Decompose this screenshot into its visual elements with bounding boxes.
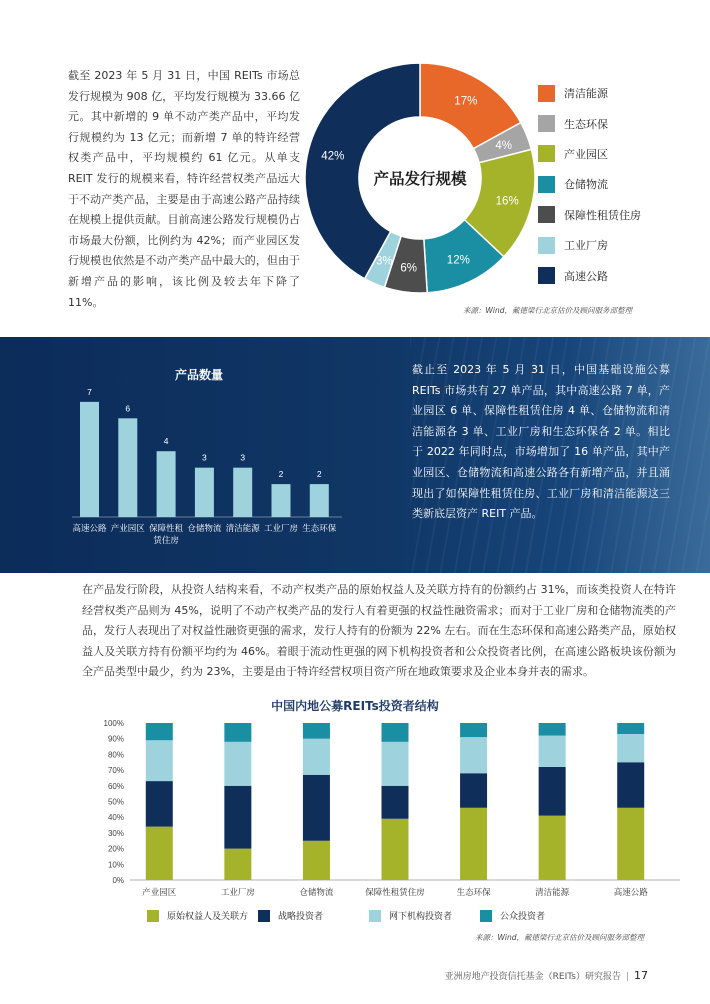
page-number: 17 <box>634 969 648 982</box>
legend-label: 产业园区 <box>564 147 608 161</box>
stack-segment <box>224 786 251 849</box>
bar-category-label: 产业园区 <box>110 524 145 534</box>
bar-chart-title: 产品数量 <box>174 368 224 382</box>
stack-segment <box>460 773 487 808</box>
legend-label: 高速公路 <box>564 269 608 283</box>
y-tick-label: 70% <box>107 766 124 776</box>
stack-category-label: 清洁能源 <box>535 888 570 898</box>
stack-segment <box>224 742 251 786</box>
donut-legend-item <box>538 108 641 138</box>
bar-1 <box>80 402 99 517</box>
bar-value-label: 7 <box>87 386 92 397</box>
legend-swatch <box>369 910 381 922</box>
bar-value-label: 3 <box>240 452 246 463</box>
bar-value-label: 6 <box>125 403 131 414</box>
stack-segment <box>303 723 330 739</box>
donut-legend-item <box>538 260 641 290</box>
legend-swatch <box>538 115 555 132</box>
stack-segment <box>146 740 173 781</box>
legend-swatch <box>147 910 159 922</box>
stack-category-label: 高速公路 <box>613 888 648 898</box>
stack-segment <box>382 723 409 742</box>
legend-label: 清洁能源 <box>564 87 608 101</box>
donut-legend-item <box>538 200 641 230</box>
donut-source-note: 来源：Wind，戴德梁行北京估价及顾问服务部整理 <box>463 306 633 315</box>
bar-4 <box>195 468 214 517</box>
legend-swatch <box>538 145 555 162</box>
y-tick-label: 100% <box>103 719 124 728</box>
donut-label-6: 3% <box>375 255 393 268</box>
y-tick-label: 20% <box>107 844 124 854</box>
donut-label-1: 17% <box>454 95 478 108</box>
legend-swatch <box>538 176 555 193</box>
bar-category-label: 赁住房 <box>153 536 179 546</box>
issuance-scale-donut-chart <box>300 40 540 300</box>
donut-legend-item <box>538 78 641 108</box>
y-tick-label: 30% <box>107 828 124 838</box>
investor-structure-legend <box>147 909 591 922</box>
investor-structure-title: 中国内地公募REITs投资者结构 <box>271 699 439 713</box>
donut-center-title: 产品发行规模 <box>373 170 467 188</box>
bar-7 <box>310 484 329 517</box>
y-tick-label: 50% <box>107 797 124 807</box>
stack-legend-item <box>258 909 369 922</box>
bar-category-label: 工业厂房 <box>263 524 299 534</box>
stack-segment <box>382 786 409 819</box>
stack-segment <box>146 781 173 827</box>
legend-label: 战略投资者 <box>278 912 324 922</box>
stack-segment <box>303 739 330 775</box>
stack-segment <box>146 723 173 740</box>
donut-label-7: 42% <box>321 150 345 163</box>
legend-label: 公众投资者 <box>500 912 546 922</box>
stack-category-label: 产业园区 <box>142 888 177 898</box>
page-footer <box>445 969 648 982</box>
stack-segment <box>617 762 644 808</box>
stack-segment <box>460 808 487 880</box>
donut-label-2: 4% <box>495 139 512 152</box>
legend-swatch <box>258 910 270 922</box>
investor-structure-stacked-chart <box>95 712 685 902</box>
stack-category-label: 仓储物流 <box>299 888 334 898</box>
legend-label: 工业厂房 <box>564 239 608 253</box>
intro-paragraph: 截至 2023 年 5 月 31 日，中国 REITs 市场总发行规模为 908 亿，平均发行规模为 33.66 亿元。其中新增的 9 单不动产类产品中，平均发行规模约为 13 亿元；而新增 7 单的特许经营权类产品中，平均规模约 61 亿元。从单支 REIT 发行的规模来看，特许经营权类产品远大于不动产类产品，主要是由于高速公路产品持续在规模上提供贡献。目前高速公路发行规模仍占市场最大份额，比例约为 42%；而产业园区发行规模也依然是不动产类产品中最大的，但由于新增产品的影响，该比例及较去年下降了 11%。 <box>68 69 300 309</box>
bar-category-label: 清洁能源 <box>225 524 260 534</box>
stack-category-label: 生态环保 <box>456 888 491 898</box>
footer-separator: | <box>625 972 629 982</box>
bar-value-label: 2 <box>278 469 284 480</box>
donut-label-5: 6% <box>400 262 418 275</box>
stack-segment <box>303 775 330 841</box>
stack-category-label: 保障性租赁住房 <box>365 888 425 898</box>
bar-3 <box>157 451 176 517</box>
bar-6 <box>272 484 291 517</box>
stack-segment <box>617 723 644 734</box>
bar-2 <box>118 418 137 517</box>
bar-category-label: 高速公路 <box>72 524 107 534</box>
stack-segment <box>539 723 566 736</box>
legend-label: 网下机构投资者 <box>389 912 453 922</box>
donut-label-3: 16% <box>495 195 519 208</box>
legend-swatch <box>538 85 555 102</box>
stack-segment <box>539 736 566 767</box>
donut-legend-item <box>538 169 641 199</box>
legend-label: 保障性租赁住房 <box>564 208 641 222</box>
y-tick-label: 10% <box>107 860 124 870</box>
investor-structure-paragraph: 在产品发行阶段，从投资人结构来看，不动产权类产品的原始权益人及关联方持有的份额约占 31%，而该类投资人在特许经营权类产品则为 45%，说明了不动产权类产品的发行人有着更强的权益性融资需求；而对于工业厂房和仓储物流类的产品，发行人表现出了对权益性融资更强的需求，发行人持有的份额为 22% 左右。而在生态环保和高速公路类产品，原始权益人及关联方持有份额平均约为 46%。着眼于流动性更强的网下机构投资者和公众投资者比例，在高速公路板块该份额为全产品类型中最少，约为 23%，主要是由于特许经营权项目资产所在地政策要求及企业本身并表的需求。 <box>82 583 676 678</box>
stack-legend-item <box>369 909 480 922</box>
bar-category-label: 保障性租 <box>149 524 184 534</box>
legend-swatch <box>538 237 555 254</box>
stack-legend-item <box>147 909 258 922</box>
legend-label: 原始权益人及关联方 <box>167 912 249 922</box>
legend-swatch <box>480 910 492 922</box>
donut-legend <box>538 78 641 291</box>
stack-segment <box>382 742 409 786</box>
donut-label-4: 12% <box>446 254 470 267</box>
stack-segment <box>617 808 644 880</box>
stack-legend-item <box>480 909 591 922</box>
stack-segment <box>303 841 330 880</box>
stack-segment <box>146 827 173 880</box>
stack-source-note: 来源：Wind，戴德梁行北京估价及顾问服务部整理 <box>475 933 645 942</box>
y-tick-label: 0% <box>112 876 124 885</box>
bar-value-label: 2 <box>316 469 322 480</box>
stack-segment <box>460 723 487 737</box>
y-tick-label: 40% <box>107 813 124 823</box>
stack-segment <box>539 816 566 880</box>
product-count-bar-chart <box>60 360 350 565</box>
y-tick-label: 80% <box>107 750 124 760</box>
stack-segment <box>539 767 566 816</box>
report-title: 亚洲房地产投资信托基金（REITs）研究报告 <box>444 972 621 982</box>
stack-segment <box>224 849 251 880</box>
bar-category-label: 仓储物流 <box>187 524 222 534</box>
bar-value-label: 4 <box>163 436 169 447</box>
stack-category-label: 工业厂房 <box>220 888 255 898</box>
legend-label: 仓储物流 <box>564 178 608 192</box>
stack-segment <box>460 737 487 773</box>
stack-segment <box>617 734 644 762</box>
y-tick-label: 90% <box>107 734 124 744</box>
donut-legend-item <box>538 230 641 260</box>
legend-swatch <box>538 206 555 223</box>
stack-segment <box>224 723 251 742</box>
stack-segment <box>382 819 409 880</box>
legend-swatch <box>538 267 555 284</box>
y-tick-label: 60% <box>107 781 124 791</box>
product-count-paragraph: 截止至 2023 年 5 月 31 日，中国基础设施公募 REITs 市场共有 27 单产品，其中高速公路 7 单，产业园区 6 单、保障性租赁住房 4 单、仓储物流和清洁能源各 3 单、工业厂房和生态环保各 2 单。相比于 2022 年同时点，市场增加了 16 单产品，其中产业园区、仓储物流和高速公路各有新增产品，并且涌现出了如保障性租赁住房、工业厂房和清洁能源这三类新底层资产 REIT 产品。 <box>412 363 670 521</box>
legend-label: 生态环保 <box>564 117 608 131</box>
bar-value-label: 3 <box>202 452 207 463</box>
bar-category-label: 生态环保 <box>302 524 337 534</box>
donut-legend-item <box>538 139 641 169</box>
bar-5 <box>233 468 252 517</box>
